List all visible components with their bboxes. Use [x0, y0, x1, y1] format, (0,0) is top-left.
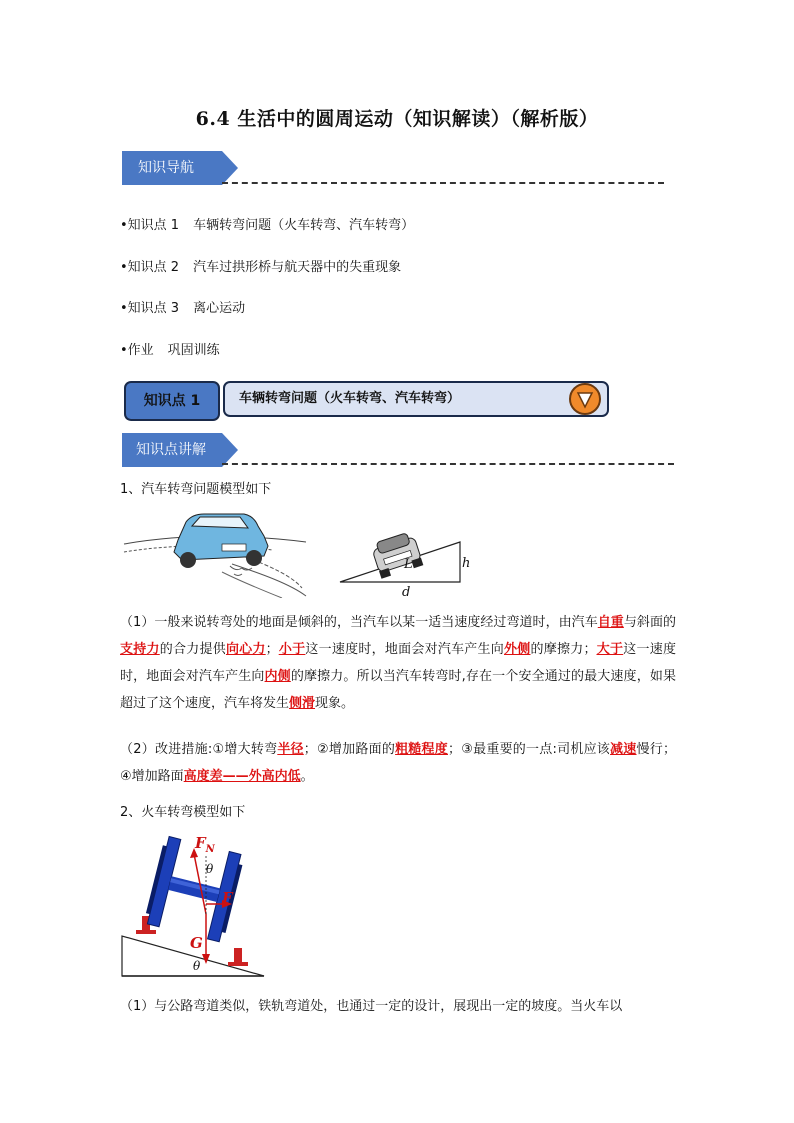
paragraph-text: 现象。: [315, 696, 355, 711]
car-turning-illustration: [122, 504, 308, 598]
toc-text: 离心运动: [193, 301, 246, 316]
highlight-term: 高度差——外高内低: [183, 769, 301, 784]
page-title: 6.4 生活中的圆周运动（知识解读）（解析版）: [195, 108, 599, 130]
paragraph-1: [120, 609, 676, 717]
highlight-term: 大于: [596, 642, 624, 657]
paragraph-text: 这一速度时，地面会对汽车产生向: [120, 642, 676, 684]
toc-key: •知识点 1: [120, 218, 180, 233]
paragraph-text: （1）一般来说转弯处的地面是倾斜的，当汽车以某一适当速度经过弯道时，由汽车: [120, 615, 598, 630]
highlight-term: 减速: [610, 742, 637, 757]
label-d: d: [402, 585, 411, 600]
explain-tag: [122, 433, 240, 467]
triangle-down-icon: [571, 385, 599, 413]
nav-tag: [122, 151, 240, 185]
paragraph-text: ；②增加路面的: [303, 742, 396, 757]
nav-divider: [222, 182, 664, 184]
toc-key: •知识点 2: [120, 260, 180, 275]
explain-divider: [222, 463, 674, 465]
toc-key: •作业: [120, 343, 154, 358]
label-FN: [195, 834, 215, 855]
explain-tag-label: 知识点讲解: [136, 442, 206, 458]
paragraph-text: 这一速度时，地面会对汽车产生向: [305, 642, 505, 657]
paragraph-text: 的合力提供: [159, 642, 226, 657]
highlight-term: 粗糙程度: [395, 742, 448, 757]
section-1-heading: 1、汽车转弯问题模型如下: [120, 482, 272, 497]
toc-item-2[interactable]: [120, 256, 401, 275]
paragraph-text: 的摩擦力。所以当汽车转弯时,存在一个安全通过的最大速度，如果超过了这个速度，汽车将发生: [120, 669, 676, 711]
highlight-term: 侧滑: [289, 696, 316, 711]
label-FN-sub: N: [205, 844, 215, 855]
paragraph-text: 与斜面的: [623, 615, 676, 630]
highlight-term: 自重: [597, 615, 624, 630]
nav-tag-label: 知识导航: [138, 160, 194, 176]
highlight-term: 外侧: [504, 642, 531, 657]
toc-text: 巩固训练: [167, 343, 220, 358]
toc-text: 车辆转弯问题（火车转弯、汽车转弯）: [193, 218, 415, 233]
paragraph-text: ；③最重要的一点:司机应该: [448, 742, 611, 757]
label-L: L: [404, 557, 413, 572]
collapse-toggle-icon[interactable]: [569, 383, 601, 415]
paragraph-text: ；: [265, 642, 279, 657]
label-G: G: [190, 934, 203, 952]
toc-item-4[interactable]: [120, 339, 220, 358]
paragraph-2: [120, 736, 676, 790]
knowledge-point-topic: 车辆转弯问题（火车转弯、汽车转弯）: [223, 381, 609, 417]
highlight-term: 内侧: [264, 669, 291, 684]
label-theta: θ: [193, 959, 201, 973]
highlight-term: 向心力: [225, 642, 266, 657]
paragraph-text: 的摩擦力；: [530, 642, 597, 657]
toc-key: •知识点 3: [120, 301, 180, 316]
toc-item-1[interactable]: [120, 214, 414, 233]
knowledge-point-label: 知识点 1: [124, 381, 220, 421]
paragraph-text: 慢行；④增加路面: [120, 742, 676, 784]
toc-text: 汽车过拱形桥与航天器中的失重现象: [193, 260, 402, 275]
label-F: F: [222, 889, 233, 907]
highlight-term: 半径: [277, 742, 304, 757]
paragraph-3: （1）与公路弯道类似，铁轨弯道处，也通过一定的设计，展现出一定的坡度。当火车以: [120, 999, 623, 1014]
highlight-term: 小于: [278, 642, 306, 657]
paragraph-text: 。: [300, 769, 314, 784]
highlight-term: 支持力: [120, 642, 160, 657]
toc-item-3[interactable]: [120, 297, 245, 316]
label-h: h: [462, 556, 471, 571]
train-force-diagram: [120, 832, 266, 978]
label-FN-main: F: [195, 834, 206, 852]
paragraph-text: （2）改进措施:①增大转弯: [120, 742, 278, 757]
label-theta-top: θ: [206, 862, 214, 876]
section-2-heading: 2、火车转弯模型如下: [120, 805, 246, 820]
